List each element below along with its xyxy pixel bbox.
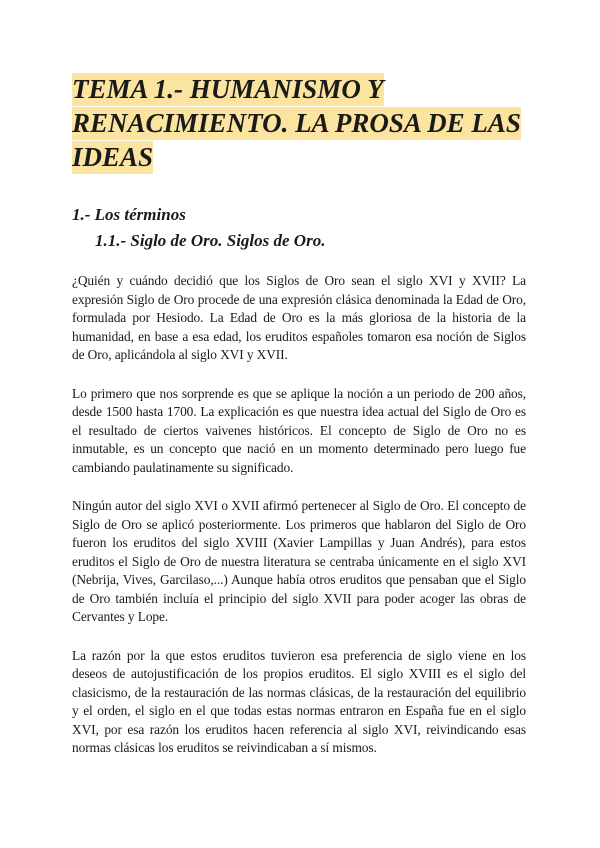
paragraph: Ningún autor del siglo XVI o XVII afirmó pertenecer al Siglo de Oro. El concepto de Siglo de Oro se aplicó posteriormente. Los primeros que hablaron del Siglo de Oro fueron los eruditos del siglo XVIII (Xavier Lampillas y Juan Andrés), para estos eruditos el Siglo de Oro de nuestra literatura se centraba únicamente en el siglo XVI (Nebrija, Vives, Garcilaso,...) Aunque había otros eruditos que pensaban que el Siglo de Oro también incluía el principio del siglo XVII para poder acoger las obras de Cervantes y Lope. (72, 498, 526, 624)
title-highlight: TEMA 1.- HUMANISMO Y RENACIMIENTO. LA PROSA DE LAS IDEAS (72, 74, 521, 172)
paragraph: La razón por la que estos eruditos tuvieron esa preferencia de siglo viene en los deseos de autojustificación de los propios eruditos. El siglo XVIII es el siglo del clasicismo, de la restauración de las normas clásicas, de la restauración del equilibrio y el orden, el siglo en el que todas estas normas entraron en España fue en el siglo XVI, por esa razón los eruditos hacen referencia al siglo XVI, reivindicando esas normas clásicas los eruditos se reivindicaban a sí mismos. (72, 647, 526, 755)
document-title (72, 72, 532, 174)
subsection-heading: 1.1.- Siglo de Oro. Siglos de Oro. (95, 231, 326, 250)
section-heading: 1.- Los términos (72, 205, 186, 224)
paragraph: ¿Quién y cuándo decidió que los Siglos de Oro sean el siglo XVI y XVII? La expresión Siglo de Oro procede de una expresión clásica denominada la Edad de Oro, formulada por Hesiodo. La Edad de Oro es la más gloriosa de la historia de la humanidad, en base a esa edad, los eruditos españoles tomaron esa noción de Siglos de Oro, aplicándola al siglo XVI y XVII. (72, 273, 526, 362)
paragraph: Lo primero que nos sorprende es que se aplique la noción a un periodo de 200 años, desde 1500 hasta 1700. La explicación es que nuestra idea actual del Siglo de Oro es el resultado de ciertos vaivenes históricos. El concepto de Siglo de Oro no es inmutable, es un concepto que nació en un momento determinado pero luego fue cambiando paulatinamente su significado. (72, 385, 526, 475)
document-body (72, 272, 526, 778)
